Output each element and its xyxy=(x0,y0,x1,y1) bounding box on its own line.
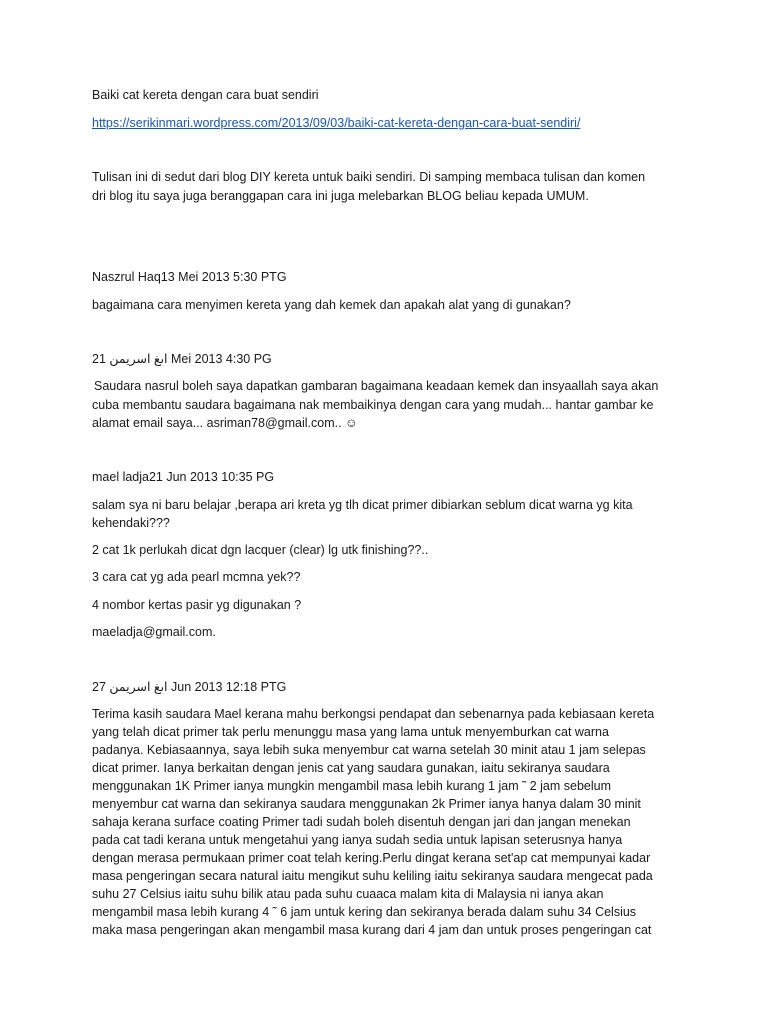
comment-text-line: dicat primer. Ianya berkaitan dengan jenis cat yang saudara gunakan, iaitu sekiranya saudara xyxy=(92,761,610,775)
comment-header: 27 اىغ اسريمن Jun 2013 12:18 PTG xyxy=(92,680,287,694)
comment-text-line: kehendaki??? xyxy=(92,516,170,530)
comment-text-line: padanya. Kebiasaannya, saya lebih suka menyembur cat warna setelah 30 minit atau 1 jam selepas xyxy=(92,743,646,757)
comment-text-line: mengambil masa lebih kurang 4 ˜ 6 jam untuk kering dan sekiranya berada dalam suhu 34 Celsius xyxy=(92,905,637,919)
comment-text-line: yang telah dicat primer tak perlu menunggu masa yang lama untuk menyemburkan cat warna xyxy=(92,725,609,739)
comment-text-line: 3 cara cat yg ada pearl mcmna yek?? xyxy=(92,570,301,584)
comment-header: Naszrul Haq13 Mei 2013 5:30 PTG xyxy=(92,270,287,284)
comment-text-line: menggunakan 1K Primer ianya mungkin mengambil masa lebih kurang 1 jam ˜ 2 jam sebelum xyxy=(92,779,612,793)
comment-text-line: alamat email saya... asriman78@gmail.com.. ☺ xyxy=(92,416,358,430)
comment-header: 21 اىغ اسريمن Mei 2013 4:30 PG xyxy=(92,352,272,366)
comment-text-line: 4 nombor kertas pasir yg digunakan ? xyxy=(92,598,302,612)
comment-text-line: dengan merasa permukaan primer coat telah kering.Perlu dingat kerana set'ap cat mempunyai kadar xyxy=(92,851,651,865)
comment-text-line: bagaimana cara menyimen kereta yang dah kemek dan apakah alat yang di gunakan? xyxy=(92,298,571,312)
comment-text-line: maka masa pengeringan akan mengambil masa kurang dari 4 jam dan untuk proses pengeringan cat xyxy=(92,923,652,937)
comment-text-line: masa pengeringan secara natural iaitu mengikut suhu keliling iaitu sekiranya saudara mengecat pada xyxy=(92,869,653,883)
comment-text-line: 2 cat 1k perlukah dicat dgn lacquer (clear) lg utk finishing??.. xyxy=(92,543,429,557)
comment-text-line: pada cat tadi kerana untuk mengetahui yang ianya sudah sedia untuk lapisan seterusnya hanya xyxy=(92,833,623,847)
document-title: Baiki cat kereta dengan cara buat sendiri xyxy=(92,88,319,102)
comment-email: maeladja@gmail.com. xyxy=(92,625,216,639)
intro-line-2: dri blog itu saya juga beranggapan cara ini juga melebarkan BLOG beliau kepada UMUM. xyxy=(92,189,589,203)
comment-text-line: sahaja kerana surface coating Primer tadi sudah boleh disentuh dengan jari dan jangan menekan xyxy=(92,815,631,829)
comment-header: mael ladja21 Jun 2013 10:35 PG xyxy=(92,470,275,484)
comment-text-line: Saudara nasrul boleh saya dapatkan gambaran bagaimana keadaan kemek dan insyaallah saya akan xyxy=(94,379,659,393)
comment-text-line: salam sya ni baru belajar ,berapa ari kreta yg tlh dicat primer dibiarkan seblum dicat warna yg kita xyxy=(92,498,633,512)
comment-text-line: Terima kasih saudara Mael kerana mahu berkongsi pendapat dan sebenarnya pada kebiasaan kereta xyxy=(92,707,655,721)
intro-line-1: Tulisan ini di sedut dari blog DIY kereta untuk baiki sendiri. Di samping membaca tulisan dan komen xyxy=(92,170,646,184)
comment-text-line: menyembur cat warna dan sekiranya saudara menggunakan 2k Primer ianya hanya dalam 30 minit xyxy=(92,797,641,811)
comment-text-line: cuba membantu saudara bagaimana nak membaikinya dengan cara yang mudah... hantar gambar ke xyxy=(92,398,654,412)
source-link[interactable]: https://serikinmari.wordpress.com/2013/09/03/baiki-cat-kereta-dengan-cara-buat-sendiri/ xyxy=(92,116,581,130)
comment-text-line: suhu 27 Celsius iaitu suhu bilik atau pada suhu cuaaca malam kita di Malaysia ni ianya akan xyxy=(92,887,604,901)
